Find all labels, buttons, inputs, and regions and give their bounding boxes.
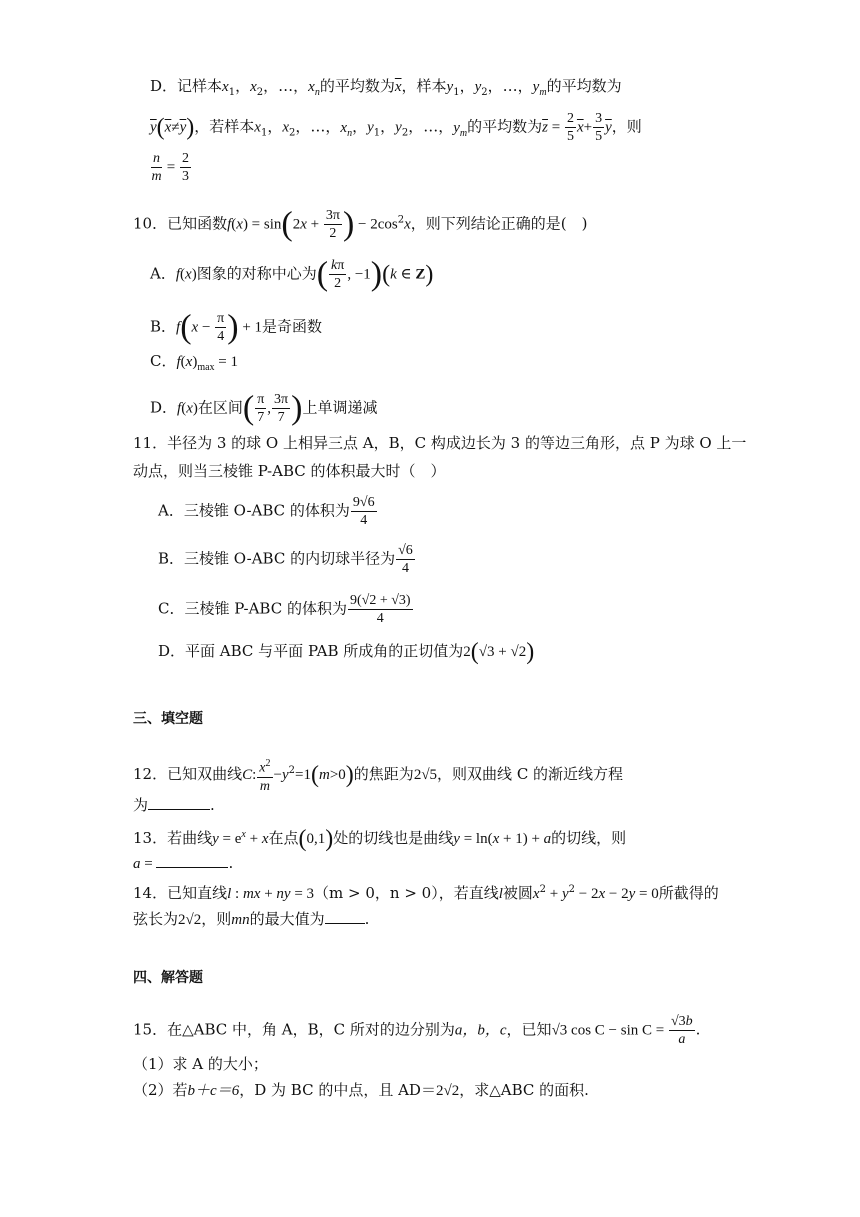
q13-line2: a = . bbox=[133, 854, 234, 872]
q13-answer-blank[interactable] bbox=[156, 853, 228, 868]
q10-option-b: B．f(x − $\frac{\pi}{4}$ ) + 1是奇函数 bbox=[150, 308, 323, 346]
q15-stem: 15．在△ABC 中，角 A，B，C 所对的边分别为a，b，c，已知√3 cos C − sin C = $\frac{√3b}{a}$ . bbox=[133, 1014, 701, 1047]
q11-option-a: A．三棱锥 O-ABC 的体积为 $\frac{9√6}{4}$ bbox=[158, 495, 375, 528]
section-3-title: 三、填空题 bbox=[133, 711, 203, 727]
q11-stem-line2: 动点，则当三棱锥 P-ABC 的体积最大时（ ） bbox=[133, 462, 446, 480]
q12-answer-blank[interactable] bbox=[148, 795, 210, 810]
q9-option-d-line2: $\overline{y}(\overline{x}\ne\overline{y})$，若样本$x_1$，$x_2$，…，$x_n$，$y_1$，$y_2$，…，$y_m$的平均数为$\overline{z}$ = $\frac{2}{5}$ $\overline{x}+$ $\frac{3}{5}$ $\overline{y}$，则 bbox=[150, 111, 642, 144]
q14-answer-blank[interactable] bbox=[325, 909, 365, 924]
q9-option-d-line1: D．记样本$x_1$，$x_2$，…，$x_n$的平均数为$\overline{x}$，样本$y_1$，$y_2$，…，$y_m$的平均数为 bbox=[150, 77, 622, 98]
q14-line1: 14．已知直线l : mx + ny = 3（m > 0，n > 0），若直线l被圆$x^2 + y^2 - 2x - 2y = 0$所截得的 bbox=[133, 884, 719, 902]
q10-option-a: A．f(x)图象的对称中心为( $\frac{k\pi}{2}$ , −1)(k ∈ Z) bbox=[150, 255, 434, 293]
q11-option-b: B．三棱锥 O-ABC 的内切球半径为 $\frac{√6}{4}$ bbox=[158, 543, 413, 576]
q15-part1: （1）求 A 的大小； bbox=[133, 1055, 268, 1073]
q13-line1: 13．若曲线$y = e^x + x$在点(0,1)处的切线也是曲线y = ln(x + 1) + a的切线，则 bbox=[133, 826, 627, 852]
q14-line2: 弦长为2√2，则mn的最大值为 . bbox=[133, 910, 370, 928]
q15-part2: （2）若b＋c＝6，D 为 BC 的中点，且 AD＝2√2，求△ABC 的面积. bbox=[133, 1081, 589, 1099]
q10-option-d: D．f(x)在区间( $\frac{\pi}{7}$ , $\frac{3\pi}{7}$ )上单调递减 bbox=[150, 389, 378, 427]
q10-option-c: C．$f(x)_{max} = 1$ bbox=[150, 352, 239, 373]
q11-option-c: C．三棱锥 P-ABC 的体积为 $\frac{9(√2 + √3)}{4}$ bbox=[158, 593, 411, 626]
q11-stem-line1: 11．半径为 3 的球 O 上相异三点 A，B，C 构成边长为 3 的等边三角形，点 P 为球 O 上一 bbox=[133, 434, 747, 452]
q9-option-d-ratio: $\frac{n}{m}$ = $\frac{2}{3}$ bbox=[151, 151, 189, 184]
q10-stem: 10．已知函数f(x) = sin(2x + $\frac{3\pi}{2}$ ) − $2\cos^2x$，则下列结论正确的是( ) bbox=[133, 205, 588, 243]
q11-option-d: D．平面 ABC 与平面 PAB 所成角的正切值为2(√3 + √2) bbox=[158, 639, 535, 665]
q12-line2: 为 . bbox=[133, 796, 215, 814]
q12-line1: 12．已知双曲线C: $\frac{x^2}{m}$ $-y^2=1(m>0)$的焦距为2√5，则双曲线 C 的渐近线方程 bbox=[133, 755, 623, 795]
section-4-title: 四、解答题 bbox=[133, 970, 203, 986]
